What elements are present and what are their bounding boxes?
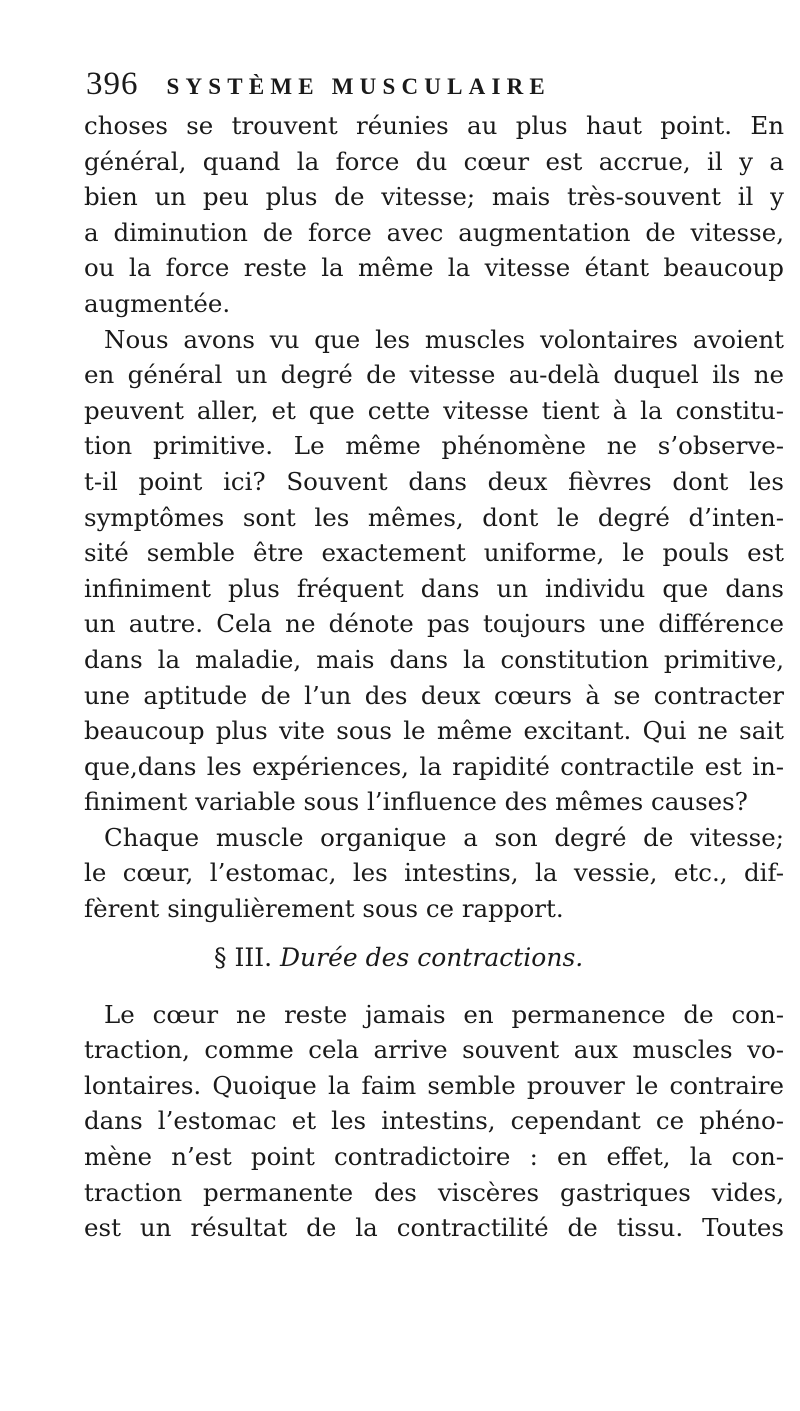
text-line: choses se trouvent réunies au plus haut point. En: [84, 111, 784, 140]
text-line: que,dans les expériences, la rapidité contractile est in-: [84, 751, 784, 781]
text-line: Chaque muscle organique a son degré de vitesse;: [104, 822, 784, 852]
text-line: mène n’est point contradictoire : en effet, la con-: [84, 1142, 784, 1172]
running-head: [86, 66, 686, 110]
section-number: § III.: [214, 942, 273, 972]
running-title: SYSTÈME MUSCULAIRE: [166, 74, 551, 99]
text-line: sité semble être exactement uniforme, le pouls est: [84, 538, 784, 568]
section-heading: [84, 927, 784, 989]
text-line: dans la maladie, mais dans la constitution primitive,: [84, 644, 784, 674]
text-line: a diminution de force avec augmentation de vitesse,: [84, 217, 784, 247]
text-line: une aptitude de l’un des deux cœurs à se contracter: [84, 680, 784, 710]
paragraph: [84, 820, 784, 927]
text-line: symptômes sont les mêmes, dont le degré d’inten-: [84, 502, 784, 532]
text-line: le cœur, l’estomac, les intestins, la vessie, etc., dif-: [84, 858, 784, 888]
text-line: un autre. Cela ne dénote pas toujours une différence: [84, 609, 784, 639]
text-line: ou la force reste la même la vitesse étant beaucoup: [84, 253, 784, 283]
text-line: lontaires. Quoique la faim semble prouver le contraire: [84, 1070, 784, 1100]
text-line: tion primitive. Le même phénomène ne s’observe-: [84, 431, 784, 461]
body-text: [84, 108, 784, 1246]
text-line: dans l’estomac et les intestins, cependant ce phéno-: [84, 1106, 784, 1136]
spacer: [84, 989, 784, 997]
text-line: fèrent singulièrement sous ce rapport.: [84, 894, 564, 924]
text-line: peuvent aller, et que cette vitesse tient à la constitu-: [84, 395, 784, 425]
text-line: est un résultat de la contractilité de tissu. Toutes: [84, 1213, 784, 1243]
section-title: Durée des contractions.: [279, 942, 584, 972]
text-line: finiment variable sous l’influence des mêmes causes?: [84, 787, 748, 817]
paragraph: [84, 108, 784, 322]
text-line: Le cœur ne reste jamais en permanence de con-: [104, 999, 784, 1029]
page-number: 396: [86, 66, 139, 102]
text-line: t-il point ici? Souvent dans deux fièvres dont les: [84, 466, 784, 496]
paragraph: [84, 322, 784, 820]
paragraph: [84, 997, 784, 1246]
text-line: bien un peu plus de vitesse; mais très-souvent il y: [84, 182, 784, 212]
text-line: traction permanente des viscères gastriques vides,: [84, 1177, 784, 1207]
text-line: Nous avons vu que les muscles volontaires avoient: [104, 324, 784, 354]
text-line: en général un degré de vitesse au-delà duquel ils ne: [84, 360, 784, 390]
text-line: beaucoup plus vite sous le même excitant. Qui ne sait: [84, 716, 784, 746]
text-line: infiniment plus fréquent dans un individu que dans: [84, 573, 784, 603]
text-line: traction, comme cela arrive souvent aux muscles vo-: [84, 1035, 784, 1065]
text-line: augmentée.: [84, 288, 231, 318]
text-line: général, quand la force du cœur est accrue, il y a: [84, 146, 784, 176]
